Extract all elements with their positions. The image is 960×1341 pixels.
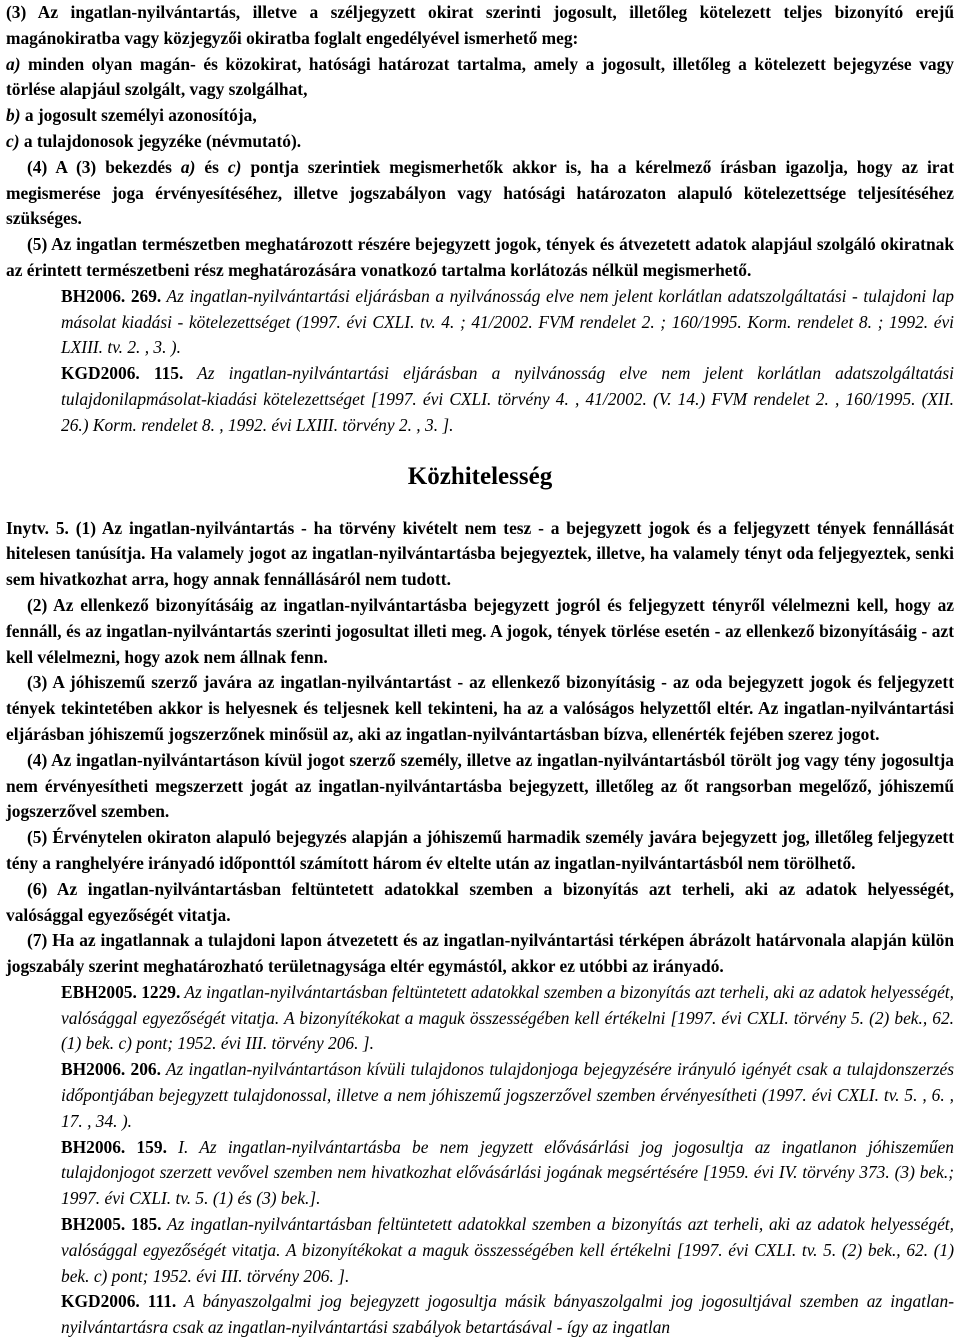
p4-part-2: és (195, 156, 228, 177)
intro-paragraph-5 (6, 232, 954, 284)
intro-p3-head: (3) Az ingatlan-nyilvántartás, illetve a széljegyzett okirat szerinti jogosult, illetőleg kötelezett teljes bizonyító erejű magánokiratba vagy közjegyzői okiratba foglalt engedélyével ismerhető meg: (6, 2, 954, 48)
section-heading: Közhitelesség (407, 462, 553, 490)
intro-paragraph-3 (6, 0, 954, 52)
decision-text: Az ingatlan-nyilvántartásban feltüntetett adatokkal szemben a bizonyítás azt terheli, aki az adatok helyességét, valósággal egyezőségét vitatja. A bizonyítékokat a maguk összességében kell értékelni [1997. évi CXLI. törvény 5. (2) bek., 62. (1) bek. c) pont; 1952. évi III. törvény 206. ]. (61, 981, 954, 1054)
p4-ref-c: c) (227, 156, 242, 177)
intro-item-c (6, 129, 954, 155)
section-paragraph-6 (6, 877, 954, 929)
s-p5-text: (5) Érvénytelen okiraton alapuló bejegyzés alapján a jóhiszemű harmadik személy javára bejegyzett jog, illetőleg feljegyzett tény a ranghelyére irányadó időponttól számított három év eltelte után az ingatlan-nyilvántartásból nem törölhető. (6, 827, 954, 873)
item-c-text: a tulajdonosok jegyzéke (névmutató). (19, 130, 302, 151)
decision-ref: BH2006. 269. (61, 285, 162, 306)
s-p2-text: (2) Az ellenkező bizonyításáig az ingatlan-nyilvántartásba bejegyzett jogról és feljegyzett tényről vélelmezni kell, hogy az fennáll, és az ingatlan-nyilvántartás szerinti jogosultat illeti meg. A jogok, tények törlése esetén - az ellenkező bizonyításáig - azt kell vélelmezni, hogy azok nem állnak fenn. (6, 594, 954, 667)
section-paragraph-7 (6, 928, 954, 980)
decision-ref: KGD2006. 115. (61, 363, 184, 384)
decision-entry (6, 1289, 954, 1341)
decision-entry (6, 1212, 954, 1289)
decision-text: Az ingatlan-nyilvántartási eljárásban a nyilvánosság elve nem jelent korlátlan adatszolgáltatási - tulajdoni lap másolat kiadási - kötelezettséget (1997. évi CXLI. tv. 4. ; 41/2002. FVM rendelet 2. ; 160/1995. Korm. rendelet 8. ; 1992. évi LXIII. tv. 2. , 3. ). (61, 285, 954, 358)
intro-paragraph-4 (6, 155, 954, 232)
item-b-label: b) (6, 105, 21, 126)
s-p3-text: (3) A jóhiszemű szerző javára az ingatlan-nyilvántartást - az ellenkező bizonyításig - az oda bejegyzett jogok és feljegyzett tények tekintetében akkor is helyesnek és teljesnek kell tekinteni, ha az a valóságos helyzettől eltér. Az ingatlan-nyilvántartási eljárásban jóhiszemű jogszerzőnek minősül az, aki az ingatlan-nyilvántartásban bízva, ellenérték fejében szerez jogot. (6, 672, 954, 744)
s-p7-text: (7) Ha az ingatlannak a tulajdoni lapon átvezetett és az ingatlan-nyilvántartási térképen ábrázolt határvonala alapján külön jogszabály szerint meghatározható területnagysága eltér egymástól, akkor ez utóbbi az irányadó. (6, 930, 954, 977)
decision-ref: KGD2006. 111. (61, 1291, 177, 1312)
item-b-text: a jogosult személyi azonosítója, (20, 105, 257, 126)
decision-ref: BH2006. 159. (61, 1136, 167, 1157)
decision-text: Az ingatlan-nyilvántartáson kívüli tulajdonos tulajdonjoga bejegyzésére irányuló igényét csak a tulajdonszerzés időpontjában bejegyzett tulajdonossal, illetve a nem jóhiszemű jogszerzővel szemben érvényesítheti (1997. évi CXLI. tv. 5. , 6. , 17. , 34. ). (61, 1059, 954, 1131)
decision-entry (6, 980, 954, 1057)
p4-part-3: pontja szerintiek megismerhetők akkor is, ha a kérelmező írásban igazolja, hogy az irat megismerése joga érvényesítéséhez, illetve jogszabályon vagy hatósági határozaton alapuló kötelezettsége teljesítéséhez szükséges. (6, 156, 954, 229)
p4-ref-a: a) (180, 156, 196, 177)
section-paragraph-1 (6, 516, 954, 593)
s-p6-text: (6) Az ingatlan-nyilvántartásban feltüntetett adatokkal szemben a bizonyítás azt terheli, aki az adatok helyességét, valósággal egyezőségét vitatja. (6, 878, 954, 925)
item-a-label: a) (6, 53, 21, 74)
section-paragraph-3 (6, 670, 954, 747)
intro-item-b (6, 103, 954, 129)
decision-text: Az ingatlan-nyilvántartási eljárásban a nyilvánosság elve nem jelent korlátlan adatszolgáltatási tulajdonilapmásolat-kiadási kötelezettséget [1997. évi CXLI. törvény 4. , 41/2002. (V. 14.) FVM rendelet 2. , 160/1995. (XII. 26.) Korm. rendelet 8. , 1992. évi LXIII. törvény 2. , 3. ]. (61, 363, 954, 435)
decision-text: A bányaszolgalmi jog bejegyzett jogosultja másik bányaszolgalmi jog jogosultjával szemben az ingatlan-nyilvántartásra csak az ingatlan-nyilvántartási szabályok betartásával - így az ingatlan (61, 1291, 954, 1338)
intro-item-a (6, 52, 954, 104)
decision-entry (6, 1057, 954, 1134)
decision-ref: EBH2005. 1229. (61, 981, 181, 1002)
decision-ref: BH2005. 185. (61, 1214, 162, 1235)
section-paragraph-5 (6, 825, 954, 877)
section-paragraph-2 (6, 593, 954, 670)
decision-text: Az ingatlan-nyilvántartásban feltüntetett adatokkal szemben a bizonyítás azt terheli, aki az adatok helyességét, valósággal egyezőségét vitatja. A bizonyítékokat a maguk összességében kell értékelni [1997. évi CXLI. tv. 5. (2) bek., 62. (1) bek. c) pont; 1952. évi III. törvény 206. ]. (61, 1214, 954, 1286)
decision-text: I. Az ingatlan-nyilvántartásba be nem jegyzett elővásárlási jog jogosultja az ingatlanon jóhiszeműen tulajdonjogot szerzett vevővel szemben nem hivatkozhat elővásárlási jogának megsértésére [1959. évi IV. törvény 373. (3) bek.; 1997. évi CXLI. tv. 5. (1) és (3) bek.]. (61, 1136, 954, 1209)
item-c-label: c) (6, 130, 20, 151)
s-p4-text: (4) Az ingatlan-nyilvántartáson kívül jogot szerző személy, illetve az ingatlan-nyilvántartásból törölt jog vagy tény jogosultja nem érvényesítheti megszerzett jogát az ingatlan-nyilvántartásba bejegyzett, illetőleg az őt rangsorban megelőző, jóhiszemű jogszerzővel szemben. (6, 749, 954, 822)
p4-part-1: (4) A (3) bekezdés (27, 156, 181, 177)
decision-entry (6, 284, 954, 361)
p5-text: (5) Az ingatlan természetben meghatározott részére bejegyzett jogok, tények és átvezetett adatok alapjául szolgáló okiratnak az érintett természetbeni rész meghatározására vonatkozó tartalma korlátozás nélkül megismerhető. (6, 234, 954, 280)
decision-entry (6, 1135, 954, 1212)
section-paragraph-4 (6, 748, 954, 825)
decision-entry (6, 361, 954, 438)
s-p1-text: Inytv. 5. (1) Az ingatlan-nyilvántartás - ha törvény kivételt nem tesz - a bejegyzett jogok és a feljegyzett tények fennállását hitelesen tanúsítja. Ha valamely jogot az ingatlan-nyilvántartásba bejegyeztek, illetve, ha valamely tényt oda feljegyeztek, senki sem hivatkozhat arra, hogy annak fennállásáról nem tudott. (6, 517, 954, 590)
item-a-text: minden olyan magán- és közokirat, hatósági határozat tartalma, amely a jogosult, illetőleg a kötelezett bejegyzése vagy törlése alapjául szolgált, vagy szolgálhat, (6, 53, 954, 100)
decision-ref: BH2006. 206. (61, 1059, 161, 1080)
